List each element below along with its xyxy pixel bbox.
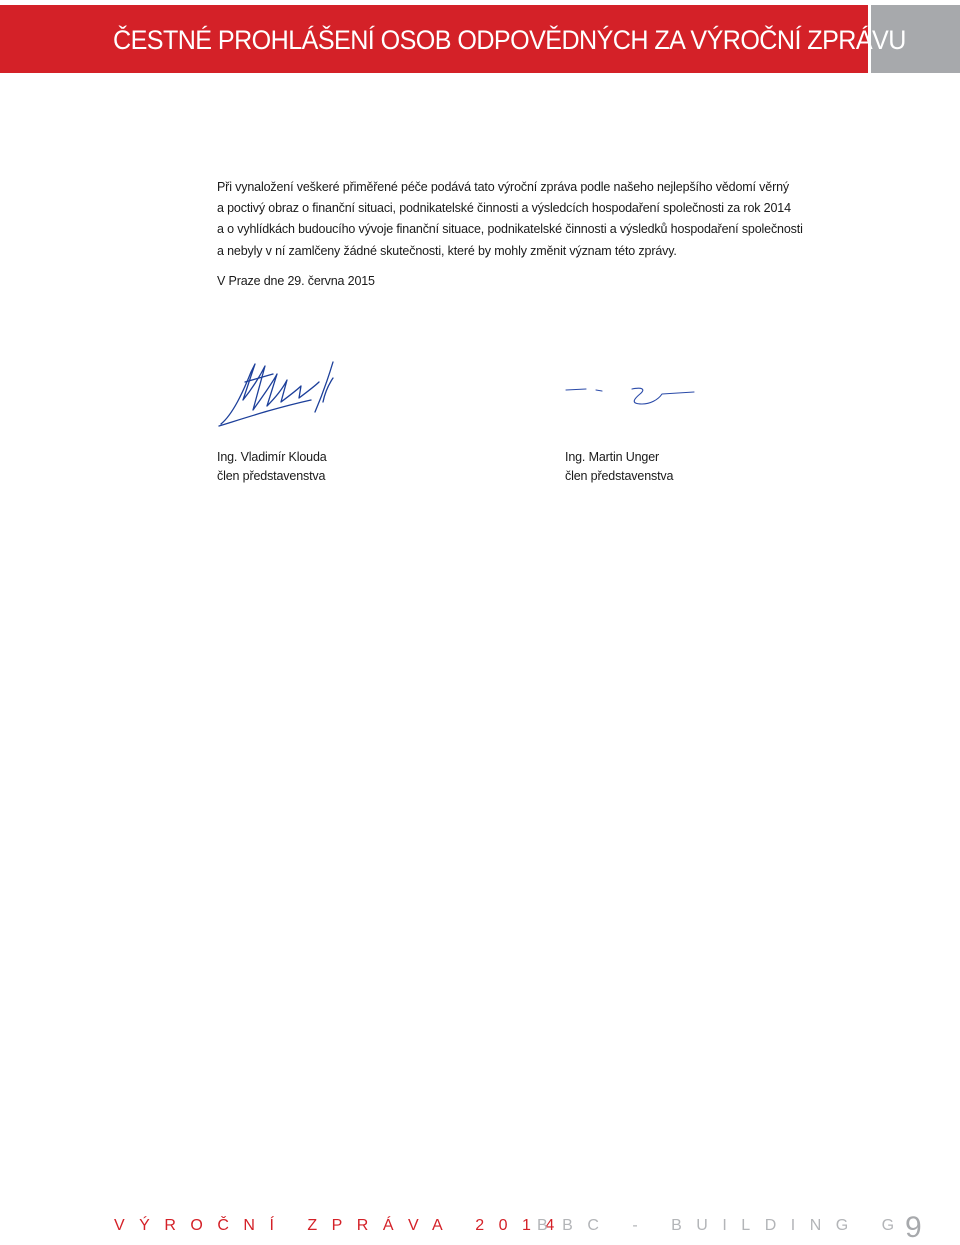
declaration-line: a poctivý obraz o finanční situaci, podnikatelské činnosti a výsledcích hospodaření společnosti za rok 2014 (217, 201, 791, 216)
declaration-line: a o vyhlídkách budoucího vývoje finanční situace, podnikatelské činnosti a výsledků hospodaření společnosti (217, 222, 803, 237)
page-number: 9 (905, 1211, 922, 1244)
declaration-text (217, 177, 803, 262)
signature-klouda (215, 352, 340, 432)
signatory-role: člen představenstva (217, 469, 326, 483)
footer-company-label: BBC - BUILDING G (537, 1217, 909, 1234)
place-date: V Praze dne 29. června 2015 (217, 274, 375, 288)
signature-unger (562, 380, 702, 412)
signatory-block (565, 448, 673, 486)
declaration-line: a nebyly v ní zamlčeny žádné skutečnosti, které by mohly změnit význam této zprávy. (217, 243, 677, 258)
signatory-name: Ing. Martin Unger (565, 450, 660, 464)
footer-report-label: VÝROČNÍ ZPRÁVA 2014 (114, 1217, 569, 1234)
signatory-name: Ing. Vladimír Klouda (217, 450, 327, 464)
signatory-role: člen představenstva (565, 469, 674, 483)
declaration-line: Při vynaložení veškeré přiměřené péče podává tato výroční zpráva podle našeho nejlepšího vědomí věrný (217, 180, 789, 194)
page-title: ČESTNÉ PROHLÁŠENÍ OSOB ODPOVĚDNÝCH ZA VÝROČNÍ ZPRÁVU (113, 25, 906, 55)
signatory-block (217, 448, 327, 486)
